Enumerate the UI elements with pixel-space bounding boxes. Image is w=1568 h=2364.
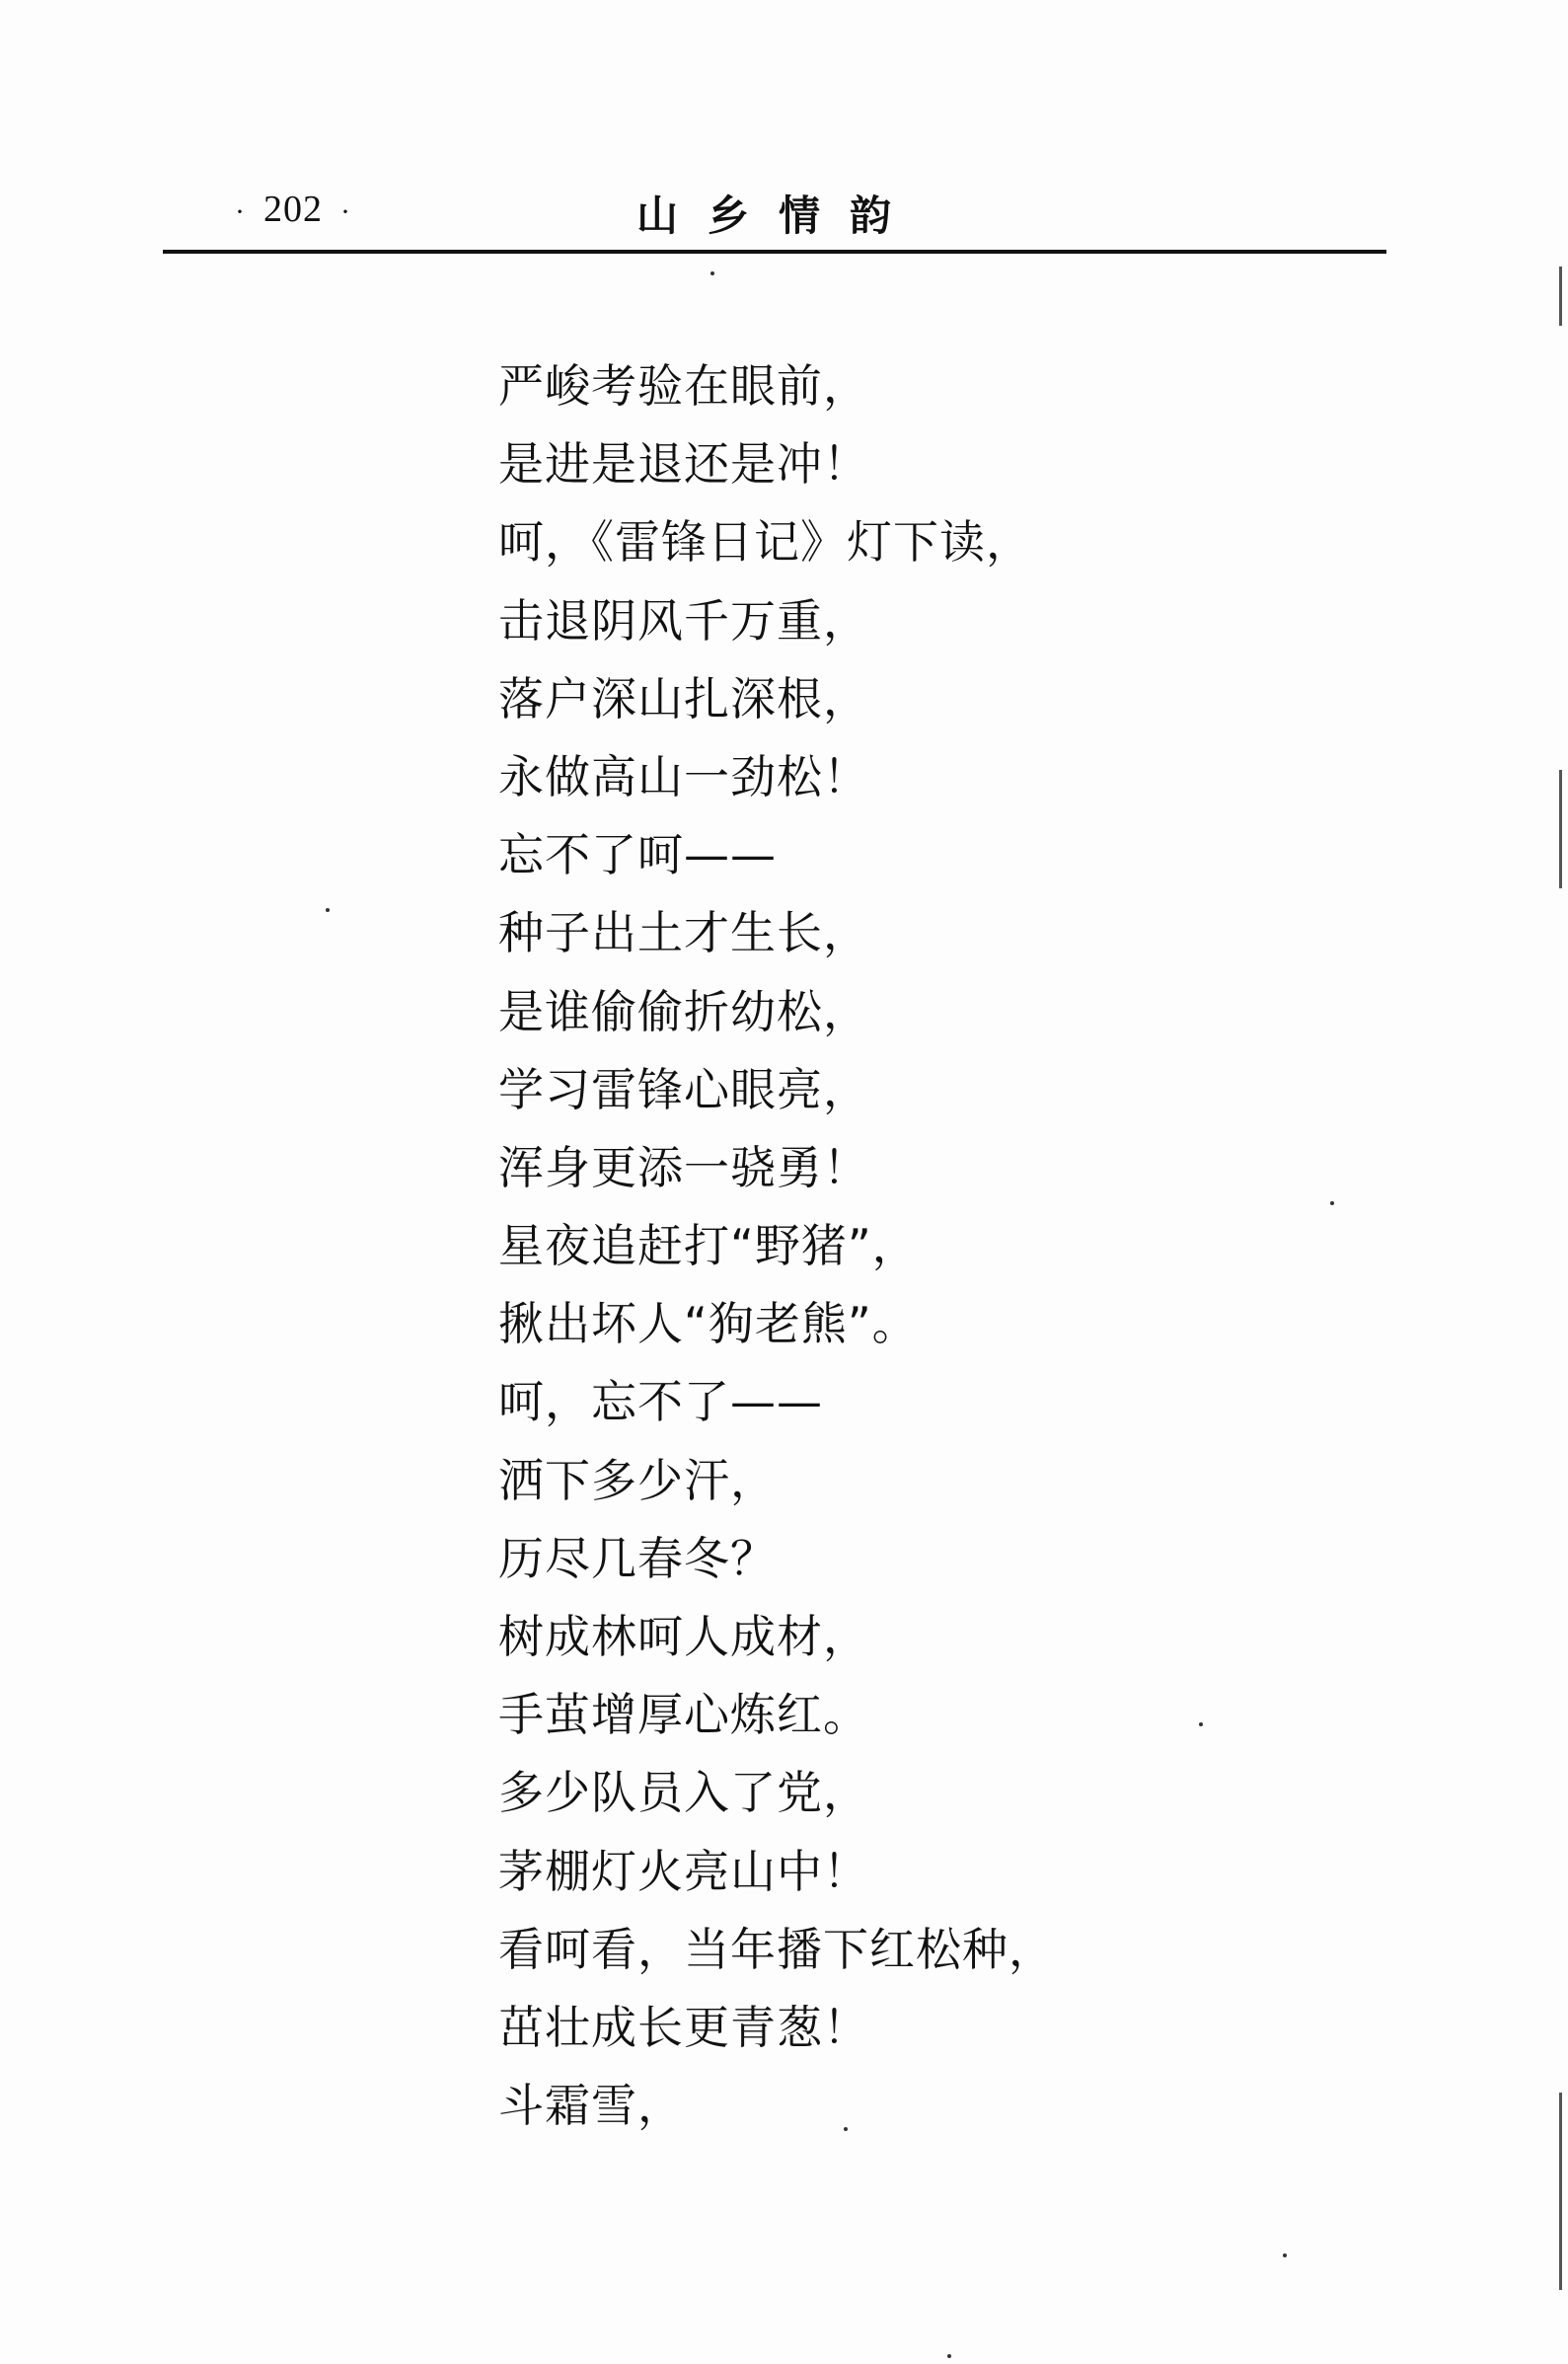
page-header bbox=[163, 178, 1386, 257]
poem-line: 严峻考验在眼前， bbox=[498, 359, 869, 413]
page-number-text: 202 bbox=[263, 189, 323, 230]
running-title: 山乡情韵 bbox=[636, 191, 922, 240]
poem-line: 击退阴风千万重， bbox=[498, 593, 869, 648]
poem-line: 看呵看，当年播下红松种， bbox=[498, 1922, 1055, 1976]
poem-line: 呵，忘不了—— bbox=[498, 1375, 823, 1429]
header-rule bbox=[163, 250, 1386, 254]
poem-line: 是进是退还是冲！ bbox=[498, 437, 869, 492]
poem-line: 多少队员入了党， bbox=[498, 1766, 869, 1820]
poem-line: 茁壮成长更青葱！ bbox=[498, 2000, 869, 2054]
scan-edge-mark bbox=[1559, 770, 1562, 888]
poem-line: 斗霜雪， bbox=[498, 2079, 684, 2133]
poem-body bbox=[498, 350, 1189, 2148]
scan-speck bbox=[1283, 2253, 1287, 2257]
scan-speck bbox=[326, 908, 330, 912]
poem-line: 忘不了呵—— bbox=[498, 828, 777, 882]
poem-line: 树成林呵人成材， bbox=[498, 1610, 869, 1663]
bullet-right: · bbox=[340, 195, 351, 229]
poem-line: 历尽几春冬？ bbox=[498, 1531, 777, 1585]
poem-line: 手茧增厚心炼红。 bbox=[498, 1688, 869, 1742]
poem-line: 呵，《雷锋日记》灯下读， bbox=[498, 515, 1032, 570]
poem-line: 落户深山扎深根， bbox=[498, 671, 869, 725]
scan-speck bbox=[947, 2354, 951, 2358]
poem-line: 是谁偷偷折幼松， bbox=[498, 984, 869, 1038]
poem-line: 永做高山一劲松！ bbox=[498, 749, 869, 803]
poem-line: 茅棚灯火亮山中！ bbox=[498, 1844, 869, 1898]
poem-line: 学习雷锋心眼亮， bbox=[498, 1062, 869, 1116]
poem-line: 揪出坏人“狗老熊”。 bbox=[498, 1297, 919, 1351]
page-number bbox=[217, 188, 369, 231]
scan-speck bbox=[710, 271, 714, 275]
poem-line: 洒下多少汗， bbox=[498, 1453, 777, 1507]
scan-speck bbox=[1330, 1201, 1334, 1205]
bullet-left: · bbox=[235, 195, 246, 229]
poem-line: 星夜追赶打“野猪”， bbox=[498, 1219, 919, 1273]
scan-edge-mark bbox=[1559, 2093, 1562, 2290]
poem-line: 种子出土才生长， bbox=[498, 906, 869, 960]
poem-line: 浑身更添一骁勇！ bbox=[498, 1140, 869, 1194]
scan-speck bbox=[844, 2127, 848, 2131]
scan-speck bbox=[1199, 1722, 1203, 1726]
scan-edge-mark bbox=[1559, 267, 1562, 326]
